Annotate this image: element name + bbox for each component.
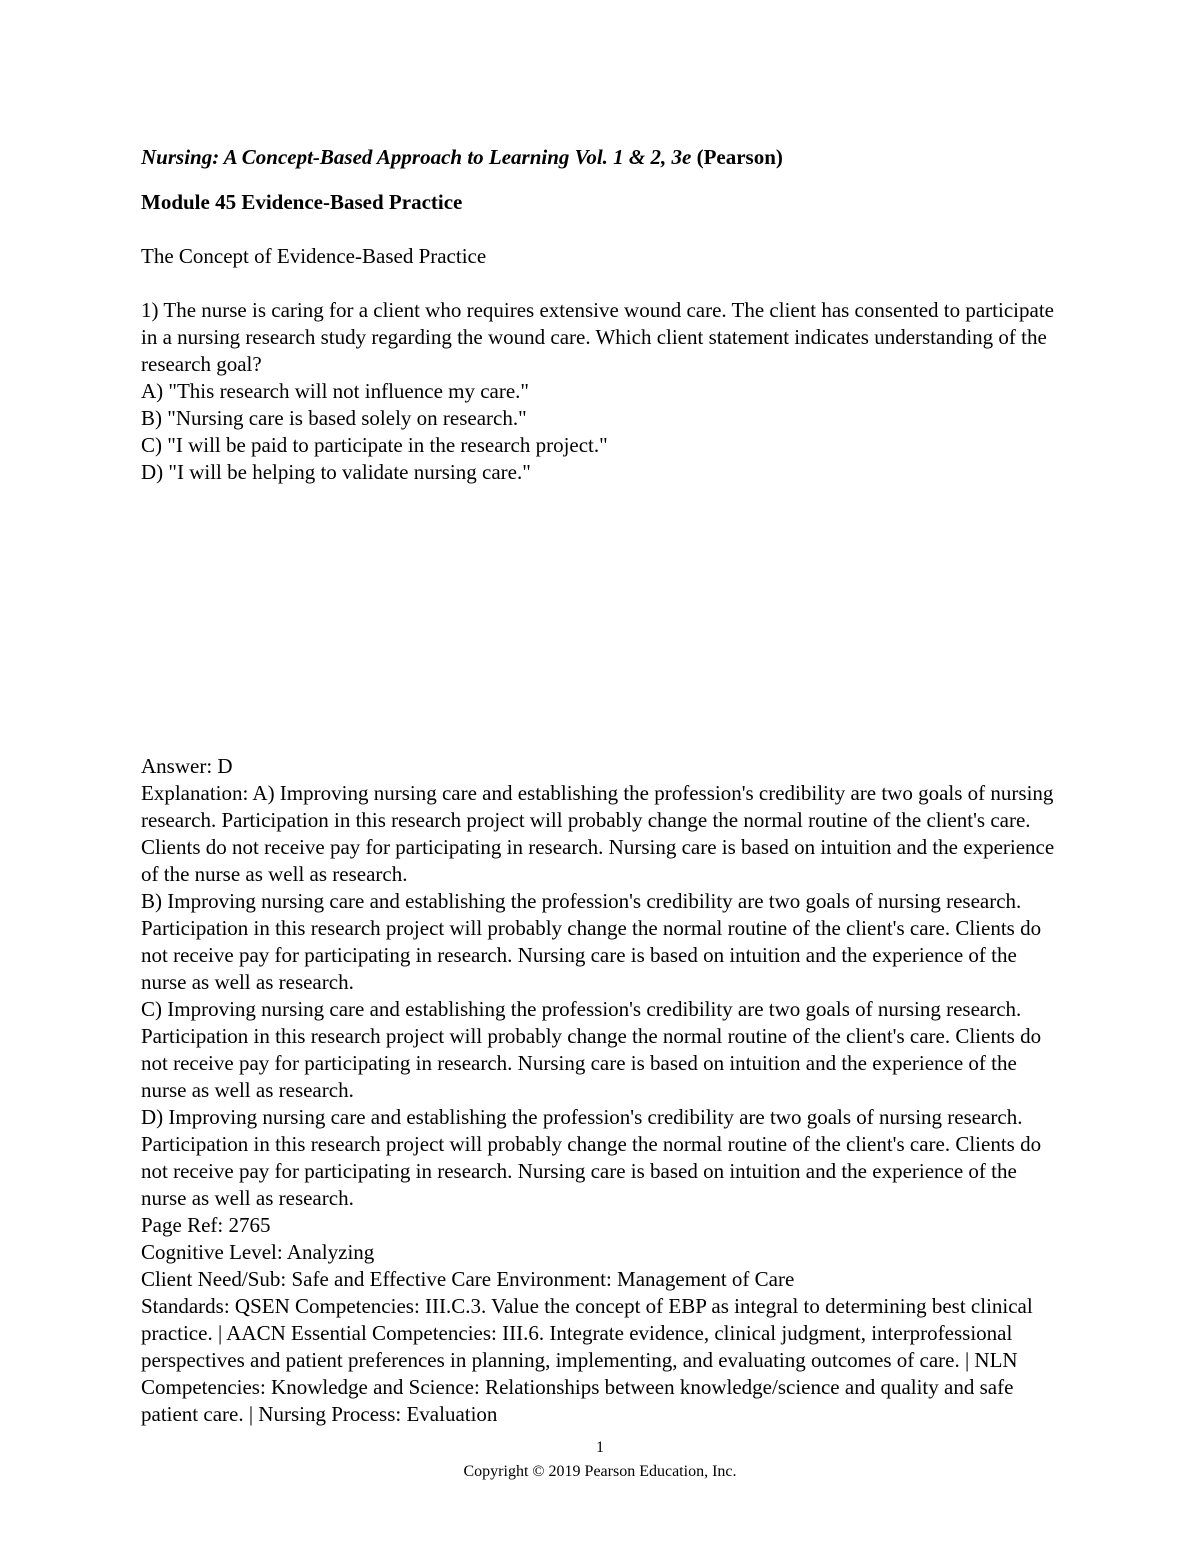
client-need: Client Need/Sub: Safe and Effective Care Environment: Management of Care — [141, 1267, 795, 1291]
copyright-notice: Copyright © 2019 Pearson Education, Inc. — [463, 1463, 737, 1480]
question-stem: 1) The nurse is caring for a client who requires extensive wound care. The client has consented to participate in a nursing research study regarding the wound care. Which client statement indicates understanding of the research goal? — [141, 298, 1054, 376]
publisher-label: (Pearson) — [691, 145, 783, 169]
option-c: C) "I will be paid to participate in the research project." — [141, 433, 608, 457]
answer-section — [141, 753, 1056, 1428]
question-block — [141, 297, 1056, 486]
explanation-c: C) Improving nursing care and establishing the profession's credibility are two goals of nursing research. Participation in this research project will probably change the normal routine of the client's care. Clients do not receive pay for participating in research. Nursing care is based on intuition and the experience of the nurse as well as research. — [141, 997, 1042, 1102]
option-b: B) "Nursing care is based solely on research." — [141, 406, 527, 430]
answer-line: Answer: D — [141, 754, 233, 778]
page-number: 1 — [596, 1439, 604, 1456]
option-a: A) "This research will not influence my care." — [141, 379, 529, 403]
document-title — [141, 144, 1056, 171]
cognitive-level: Cognitive Level: Analyzing — [141, 1240, 375, 1264]
question-section — [141, 144, 1056, 486]
explanation-b: B) Improving nursing care and establishing the profession's credibility are two goals of nursing research. Participation in this research project will probably change the normal routine of the client's care. Clients do not receive pay for participating in research. Nursing care is based on intuition and the experience of the nurse as well as research. — [141, 889, 1042, 994]
page-ref: Page Ref: 2765 — [141, 1213, 271, 1237]
option-d: D) "I will be helping to validate nursing care." — [141, 460, 531, 484]
explanation-d: D) Improving nursing care and establishing the profession's credibility are two goals of nursing research. Participation in this research project will probably change the normal routine of the client's care. Clients do not receive pay for participating in research. Nursing care is based on intuition and the experience of the nurse as well as research. — [141, 1105, 1042, 1210]
book-title: Nursing: A Concept-Based Approach to Learning Vol. 1 & 2, 3e — [141, 145, 692, 169]
module-title: Module 45 Evidence-Based Practice — [141, 190, 463, 214]
explanation-a: Explanation: A) Improving nursing care and establishing the profession's credibility are two goals of nursing research. Participation in this research project will probably change the normal routine of the client's care. Clients do not receive pay for participating in research. Nursing care is based on intuition and the experience of the nurse as well as research. — [141, 781, 1055, 886]
standards: Standards: QSEN Competencies: III.C.3. Value the concept of EBP as integral to determining best clinical practice. | AACN Essential Competencies: III.6. Integrate evidence, clinical judgment, interprofessional perspectives and patient preferences in planning, implementing, and evaluating outcomes of care. | NLN Competencies: Knowledge and Science: Relationships between knowledge/science and quality and safe patient care. | Nursing Process: Evaluation — [141, 1294, 1033, 1426]
answer-options — [141, 378, 1056, 486]
section-heading: The Concept of Evidence-Based Practice — [141, 244, 487, 268]
